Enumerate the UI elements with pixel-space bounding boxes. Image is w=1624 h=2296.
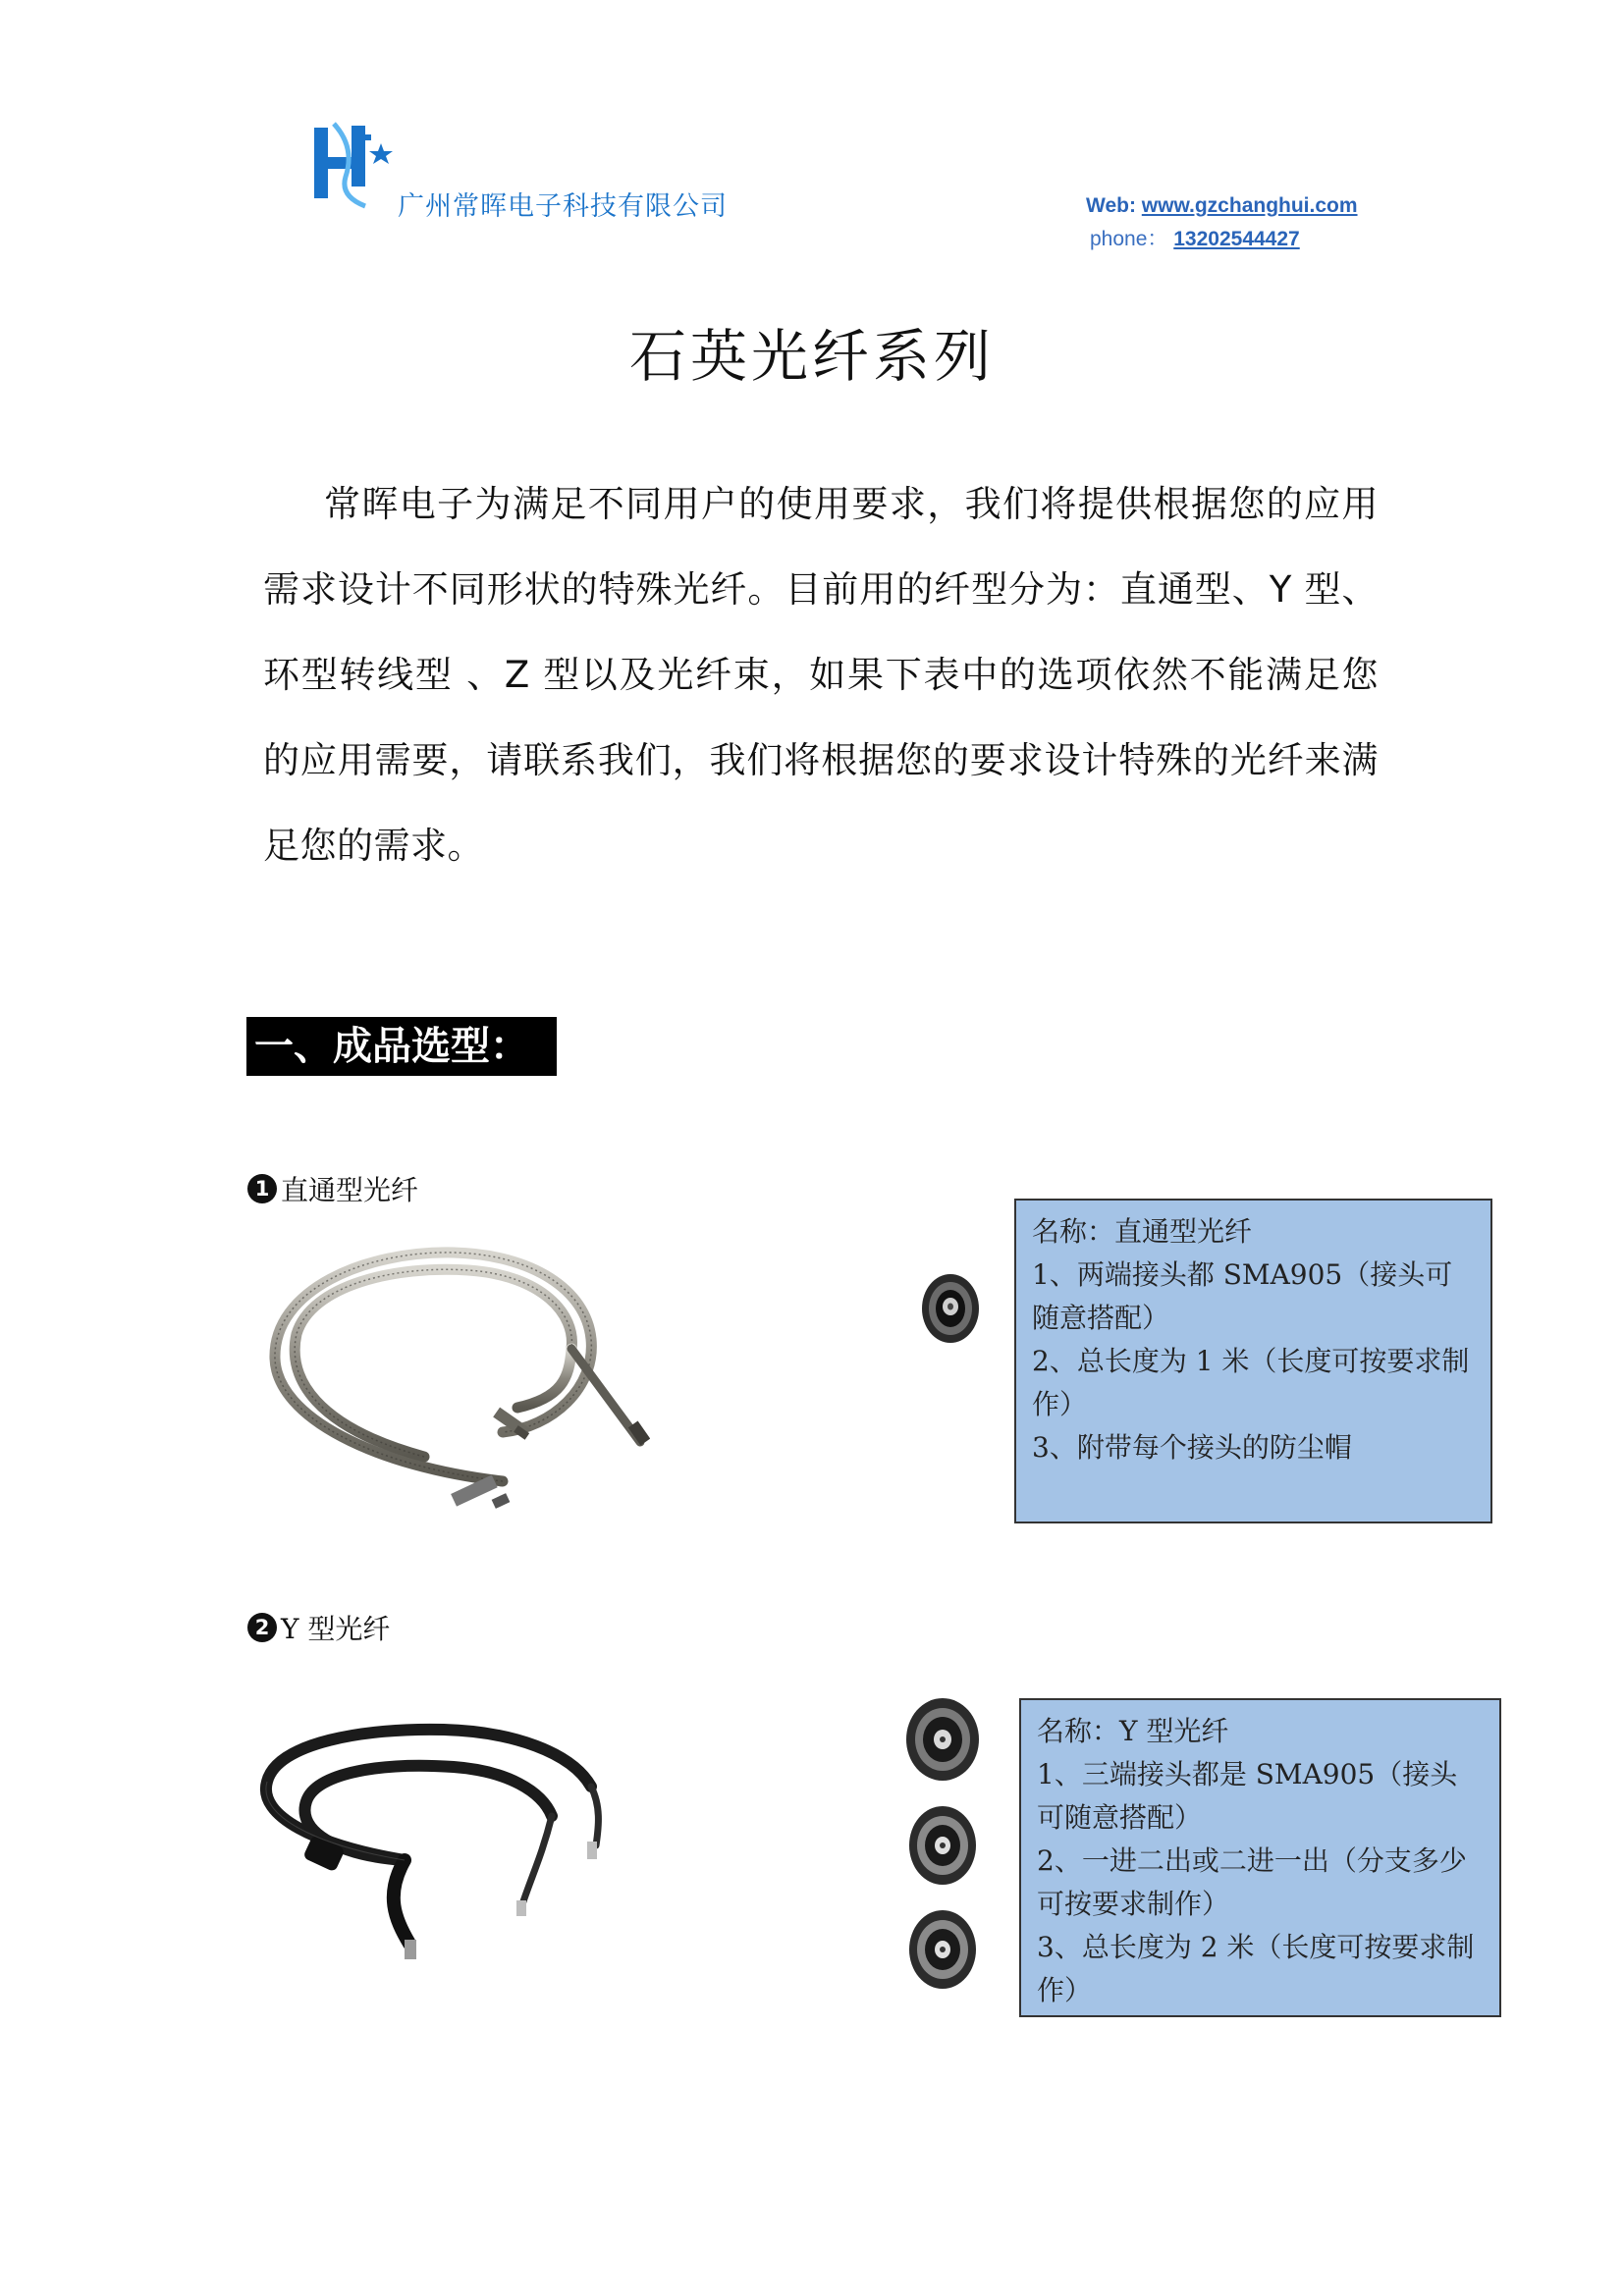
company-logo-icon bbox=[306, 118, 397, 212]
info-line: 2、一进二出或二进一出（分支多少可按要求制作） bbox=[1037, 1844, 1467, 1920]
product-info-box-y bbox=[1019, 1698, 1501, 2017]
info-line: 名称：直通型光纤 bbox=[1032, 1215, 1253, 1248]
product-name: 直通型光纤 bbox=[281, 1174, 419, 1206]
intro-paragraph: 常晖电子为满足不同用户的使用要求，我们将提供根据您的应用需求设计不同形状的特殊光纤。目前用的纤型分为：直通型、Y 型、环型转线型 、Z 型以及光纤束，如果下表中的选项依然不能满足您的应用需要，请联系我们，我们将根据您的要求设计特殊的光纤来满足您的需求。 bbox=[263, 483, 1379, 867]
page-title: 石英光纤系列 bbox=[628, 323, 995, 390]
info-line: 3、总长度为 2 米（长度可按要求制作） bbox=[1037, 1931, 1475, 2006]
number-badge: 2 bbox=[247, 1613, 277, 1642]
product-label-y bbox=[247, 1608, 390, 1647]
product-name: Y 型光纤 bbox=[281, 1613, 391, 1645]
info-line: 名称：Y 型光纤 bbox=[1037, 1715, 1229, 1747]
info-line: 1、三端接头都是 SMA905（接头可随意搭配） bbox=[1037, 1758, 1458, 1834]
info-line: 3、附带每个接头的防尘帽 bbox=[1032, 1431, 1352, 1464]
y-connector-endcaps-icon bbox=[905, 1698, 980, 2004]
y-fiber-cable-image bbox=[257, 1708, 611, 1973]
product-info-box-straight bbox=[1014, 1199, 1492, 1523]
steel-fiber-cable-image bbox=[257, 1231, 650, 1525]
connector-endcap-icon bbox=[921, 1273, 980, 1344]
phone-link[interactable]: 13202544427 bbox=[1173, 228, 1300, 250]
info-line: 2、总长度为 1 米（长度可按要求制作） bbox=[1032, 1345, 1470, 1420]
phone-label: phone： bbox=[1090, 228, 1168, 250]
contact-block bbox=[1086, 189, 1358, 256]
number-badge: 1 bbox=[247, 1174, 277, 1203]
info-line: 1、两端接头都 SMA905（接头可随意搭配） bbox=[1032, 1258, 1453, 1334]
web-link[interactable]: www.gzchanghui.com bbox=[1141, 194, 1358, 217]
section-heading: 一、成品选型： bbox=[246, 1017, 557, 1076]
product-label-straight bbox=[247, 1169, 418, 1208]
web-label: Web: bbox=[1086, 194, 1136, 217]
company-name: 广州常晖电子科技有限公司 bbox=[398, 191, 728, 222]
